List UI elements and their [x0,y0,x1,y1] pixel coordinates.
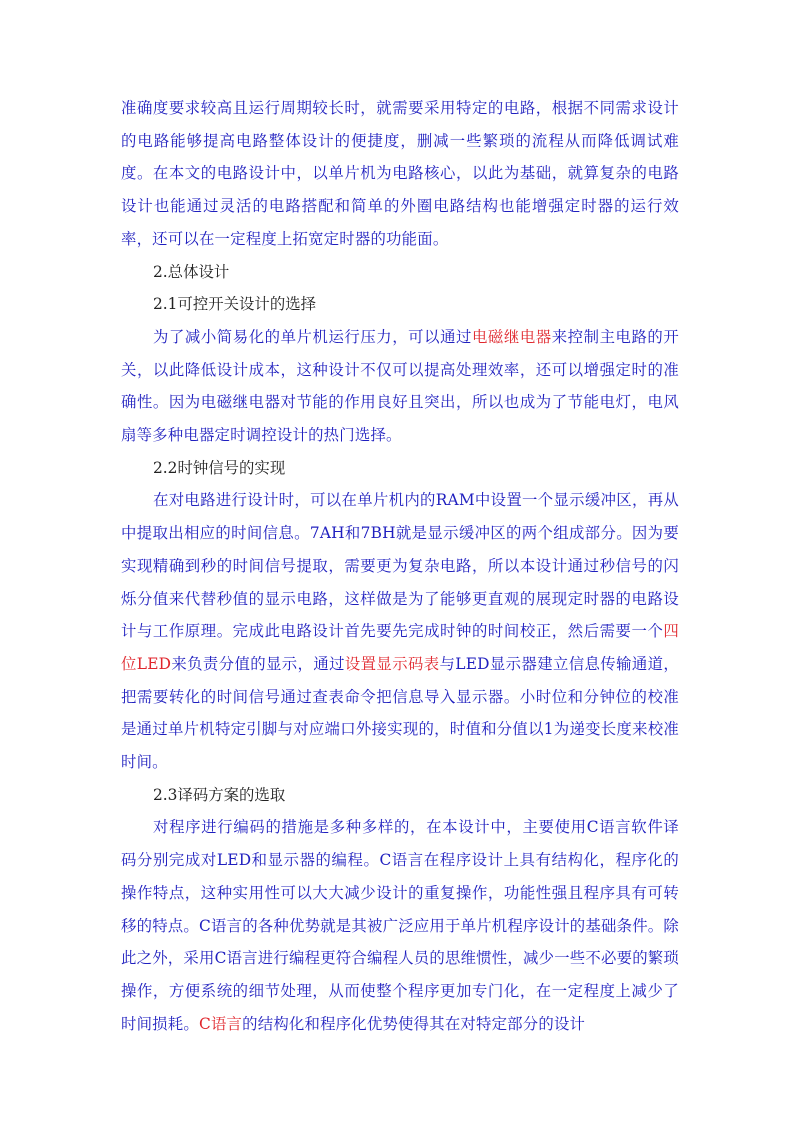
paragraph-clock-signal [121,484,679,778]
section-heading-clock-signal: 2.2时钟信号的实现 [153,458,286,477]
section-heading-decoding-scheme: 2.3译码方案的选取 [153,785,286,804]
paragraph-switch-design [121,321,679,452]
document-body [121,92,679,1040]
highlight-code-table: 设置显示码表 [344,654,440,673]
highlight-c-language: C语言 [198,1014,243,1033]
text-segment: 的结构化和程序化优势使得其在对特定部分的设计 [242,1014,586,1033]
intro-paragraph: 准确度要求较高且运行周期较长时，就需要采用特定的电路，根据不同需求设计的电路能够提高电路整体设计的便捷度，删减一些繁琐的流程从而降低调试难度。在本文的电路设计中，以单片机为电路核心，以此为基础，就算复杂的电路设计也能通过灵活的电路搭配和简单的外圈电路结构也能增强定时器的运行效率，还可以在一定程度上拓宽定时器的功能面。 [121,99,679,248]
section-heading-overall-design: 2.总体设计 [153,262,230,281]
highlight-four-digit-led: 四位LED [121,622,679,673]
section-heading-switch-design: 2.1可控开关设计的选择 [153,295,316,314]
text-segment: 为了减小简易化的单片机运行压力，可以通过 [153,327,472,346]
text-segment: 在对电路进行设计时，可以在单片机内的RAM中设置一个显示缓冲区，再从中提取出相应的时间信息。7AH和7BH就是显示缓冲区的两个组成部分。因为要实现精确到秒的时间信号提取，需要更为复杂电路，所以本设计通过秒信号的闪烁分值来代替秒值的显示电路，这样做是为了能够更直观的展现定时器的电路设计与工作原理。完成此电路设计首先要先完成时钟的时间校正，然后需要一个 [121,491,679,641]
highlight-relay: 电磁继电器 [471,327,552,346]
text-segment: 来控制主电路的开关，以此降低设计成本，这种设计不仅可以提高处理效率，还可以增强定时的准确性。因为电磁继电器对节能的作用良好且突出，所以也成为了节能电灯，电风扇等多种电器定时调控设计的热门选择。 [121,327,679,445]
text-segment: 与LED显示器建立信息传输通道，把需要转化的时间信号通过查表命令把信息导入显示器。小时位和分钟位的校准是通过单片机特定引脚与对应端口外接实现的，时值和分值以1为递变长度来校准时间。 [121,654,679,772]
paragraph-decoding-scheme [121,811,679,1040]
text-segment: 对程序进行编码的措施是多种多样的，在本设计中，主要使用C语言软件译码分别完成对LED和显示器的编程。C语言在程序设计上具有结构化，程序化的操作特点，这种实用性可以大大减少设计的重复操作，功能性强且程序具有可转移的特点。C语言的各种优势就是其被广泛应用于单片机程序设计的基础条件。除此之外，采用C语言进行编程更符合编程人员的思维惯性，减少一些不必要的繁琐操作，方便系统的细节处理，从而使整个程序更加专门化，在一定程度上减少了时间损耗。 [121,818,679,1033]
text-segment: 来负责分值的显示，通过 [171,654,345,673]
